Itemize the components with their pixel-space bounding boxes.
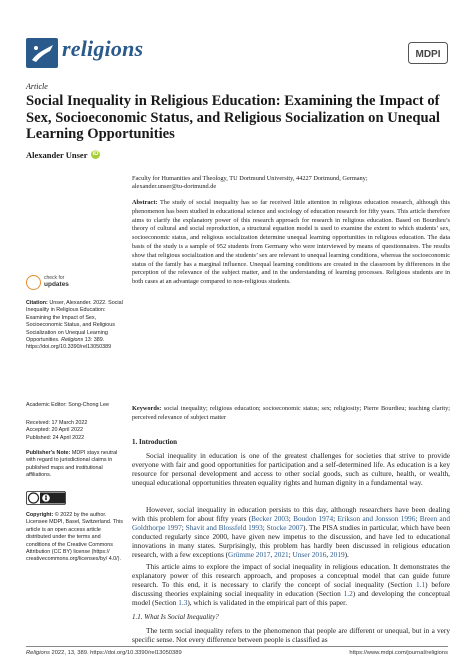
publisher-note-text: MDPI stays neutral with regard to jurisdictional claims in published maps and institutional affiliations. xyxy=(26,450,118,479)
citation-link[interactable]: Grümme 2017 xyxy=(228,550,271,560)
accepted-date: Accepted: 20 April 2022 xyxy=(26,427,83,434)
citation-link[interactable]: Boudon 1974 xyxy=(293,514,334,524)
text-run: ) and developing the conceptual model (Section xyxy=(132,589,450,608)
publisher-name: MDPI xyxy=(415,49,441,60)
paper-title: Social Inequality in Religious Education: Examining the Impact of Sex, Socioeconomic Status, and Religious Socialization on Unequal Learning Opportunities xyxy=(26,93,440,142)
orcid-icon[interactable]: iD xyxy=(92,151,99,157)
paragraph: The term social inequality refers to the phenomenon that people are different or unequal, but in a very specific sense. Not every difference between people is classified as xyxy=(132,626,450,645)
copyright-label: Copyright: xyxy=(26,512,54,518)
mdpi-logo-icon xyxy=(408,42,448,64)
citation-link[interactable]: Stocke 2007 xyxy=(266,523,304,533)
text-run: ), which is validated in the empirical part of this paper. xyxy=(187,598,348,608)
check-updates-icon[interactable] xyxy=(26,275,41,290)
footer-citation xyxy=(26,650,182,656)
keywords-label: Keywords: xyxy=(132,405,162,412)
copyright-text: © 2022 by the author. Licensee MDPI, Basel, Switzerland. This article is an open access article distributed under the terms and conditions of the Creative Commons Attribution (CC BY) license (https:// creativecommons.org/licenses/by/ 4.0/). xyxy=(26,512,123,563)
check-updates-line2[interactable]: updates xyxy=(44,281,69,288)
published-date: Published: 24 April 2022 xyxy=(26,434,85,441)
citation-label: Citation: xyxy=(26,300,48,306)
text-run: ) before discussing theories explaining social inequality in education (Section xyxy=(132,580,450,599)
publisher-note-label: Publisher’s Note: xyxy=(26,450,71,456)
subsection-heading: 1.1. What Is Social Inequality? xyxy=(132,613,219,621)
citation-link[interactable]: Shavit and Blossfeld 1993 xyxy=(185,523,263,533)
affiliation: Faculty for Humanities and Theology, TU Dortmund University, 44227 Dortmund, Germany; xyxy=(132,175,368,182)
citation-link[interactable]: Erikson and Jonsson 1996 xyxy=(337,514,416,524)
check-updates-line1[interactable]: check for xyxy=(44,275,65,281)
section-link[interactable]: 1.1 xyxy=(415,580,426,590)
author-name: Alexander Unser xyxy=(26,150,88,160)
footer-doi[interactable]: 2022, 13, 389. https://doi.org/10.3390/rel13050389 xyxy=(51,650,182,656)
paragraph: However, social inequality in education persists to this day, although researchers have been dealing with this problem for about fifty years (Becker 2003; Boudon 1974; Erikson and Jonsson 1996; Breen and Goldthorpe 1997; Shavit and Blossfeld 1993; Stocke 2007). The PISA studies in particular, which have been conducted regularly since 2000, have given new impetus to the discussion, and have led to educational innovations in many states. Surprisingly, this problem has hardly been discussed in religious education research, with a few exceptions (Grümme 2017, 2021; Unser 2016, 2019). xyxy=(132,505,450,560)
footer-journal-url[interactable]: https://www.mdpi.com/journal/religions xyxy=(349,650,448,656)
citation-link[interactable]: 2021 xyxy=(274,550,289,560)
received-date: Received: 17 March 2022 xyxy=(26,420,88,426)
dates xyxy=(26,420,124,442)
footer-journal: Religions xyxy=(26,650,50,656)
citation-doi[interactable]: 13: 389. https://doi.org/10.3390/rel13050389 xyxy=(26,337,112,351)
citation-journal: Religions xyxy=(61,337,84,344)
cc-by-license-icon[interactable] xyxy=(26,491,66,505)
paragraph: Social inequality in education is one of the greatest challenges for societies that strive to provide everyone with fair and good opportunities for participation and a self-determined life. As education is a key resource for personal development and access to other social goods, such as culture, health, or wealth, unequal educational opportunities threaten equality rights and human dignity in a fundamental way. xyxy=(132,451,450,488)
text-run: ). The PISA studies in particular, which have been conducted regularly since 2000, have given new impetus to the discussion, and have led to educational innovations in many states. Surprisingly, this problem has hardly been discussed in religious education research, with a few exceptions ( xyxy=(132,523,450,560)
citation-link[interactable]: 2019 xyxy=(330,550,345,560)
journal-logo-icon xyxy=(26,38,58,68)
section-link[interactable]: 1.3 xyxy=(178,598,188,608)
citation-link[interactable]: Unser 2016 xyxy=(292,550,327,560)
section-heading: 1. Introduction xyxy=(132,438,177,446)
journal-name: religions xyxy=(62,36,144,61)
citation-text: Unser, Alexander. 2022. Social Inequality in Religious Education: Examining the Impact of Sex, Socioeconomic Status, and Religious Socialization on Unequal Learning Opportunities. xyxy=(26,300,123,344)
paragraph xyxy=(132,562,450,607)
text-run: ). xyxy=(344,550,349,560)
abstract xyxy=(132,199,450,287)
abstract-text: The study of social inequality has so far received little attention in religious education research, although this phenomenon has been studied in educational science and sociology of education research for fifty years. This article therefore aims to clarify the explanatory power of this research approach for research in religious education. Based on Bourdieu’s theory of cultural and social reproduction, a structural equation model is used to examine the extent to which students’ sex, socioeconomic status, and religious socialization determine unequal learning opportunities in religious education. The data basis of the study is a sample of 952 students from Germany who were interviewed by means of questionnaires. The results show that religious socialization and the students’ sex are relevant to unequal learning conditions, whereas the socioeconomic status of the family has a marginal influence. Unequal learning conditions are created in the classroom by differences in the perception of the relevance of the subject matter, and in the understanding of learning processes. Religious students are in both cases at an advantage compared to non-religious students. xyxy=(132,199,450,286)
article-type: Article xyxy=(26,82,48,91)
copyright xyxy=(26,512,124,564)
section-link[interactable]: 1.2 xyxy=(343,589,353,599)
keywords xyxy=(132,405,450,423)
text-run: This article aims to explore the impact of social inequality in religious education. It demonstrates the explanatory power of this research approach, and proposes a conceptual model that can guide future research. To this end, it is necessary to clarify the concept of social inequality (Section xyxy=(132,562,450,590)
publisher-note xyxy=(26,450,124,480)
citation xyxy=(26,300,124,352)
footer-divider xyxy=(26,646,448,647)
author-email[interactable]: alexander.unser@tu-dortmund.de xyxy=(132,183,217,190)
academic-editor: Academic Editor: Song-Chong Lee xyxy=(26,402,110,408)
citation-link[interactable]: Breen and Goldthorpe 1997 xyxy=(132,514,450,533)
abstract-label: Abstract: xyxy=(132,199,158,206)
citation-link[interactable]: Becker 2003 xyxy=(251,514,289,524)
keywords-text: social inequality; religious education; socioeconomic status; sex; religiosity; Pierre Bourdieu; teaching clarity; perceived relevance of subject matter xyxy=(132,405,450,421)
text-run: However, social inequality in education persists to this day, although researchers have been dealing with this problem for about fifty years ( xyxy=(132,505,450,524)
